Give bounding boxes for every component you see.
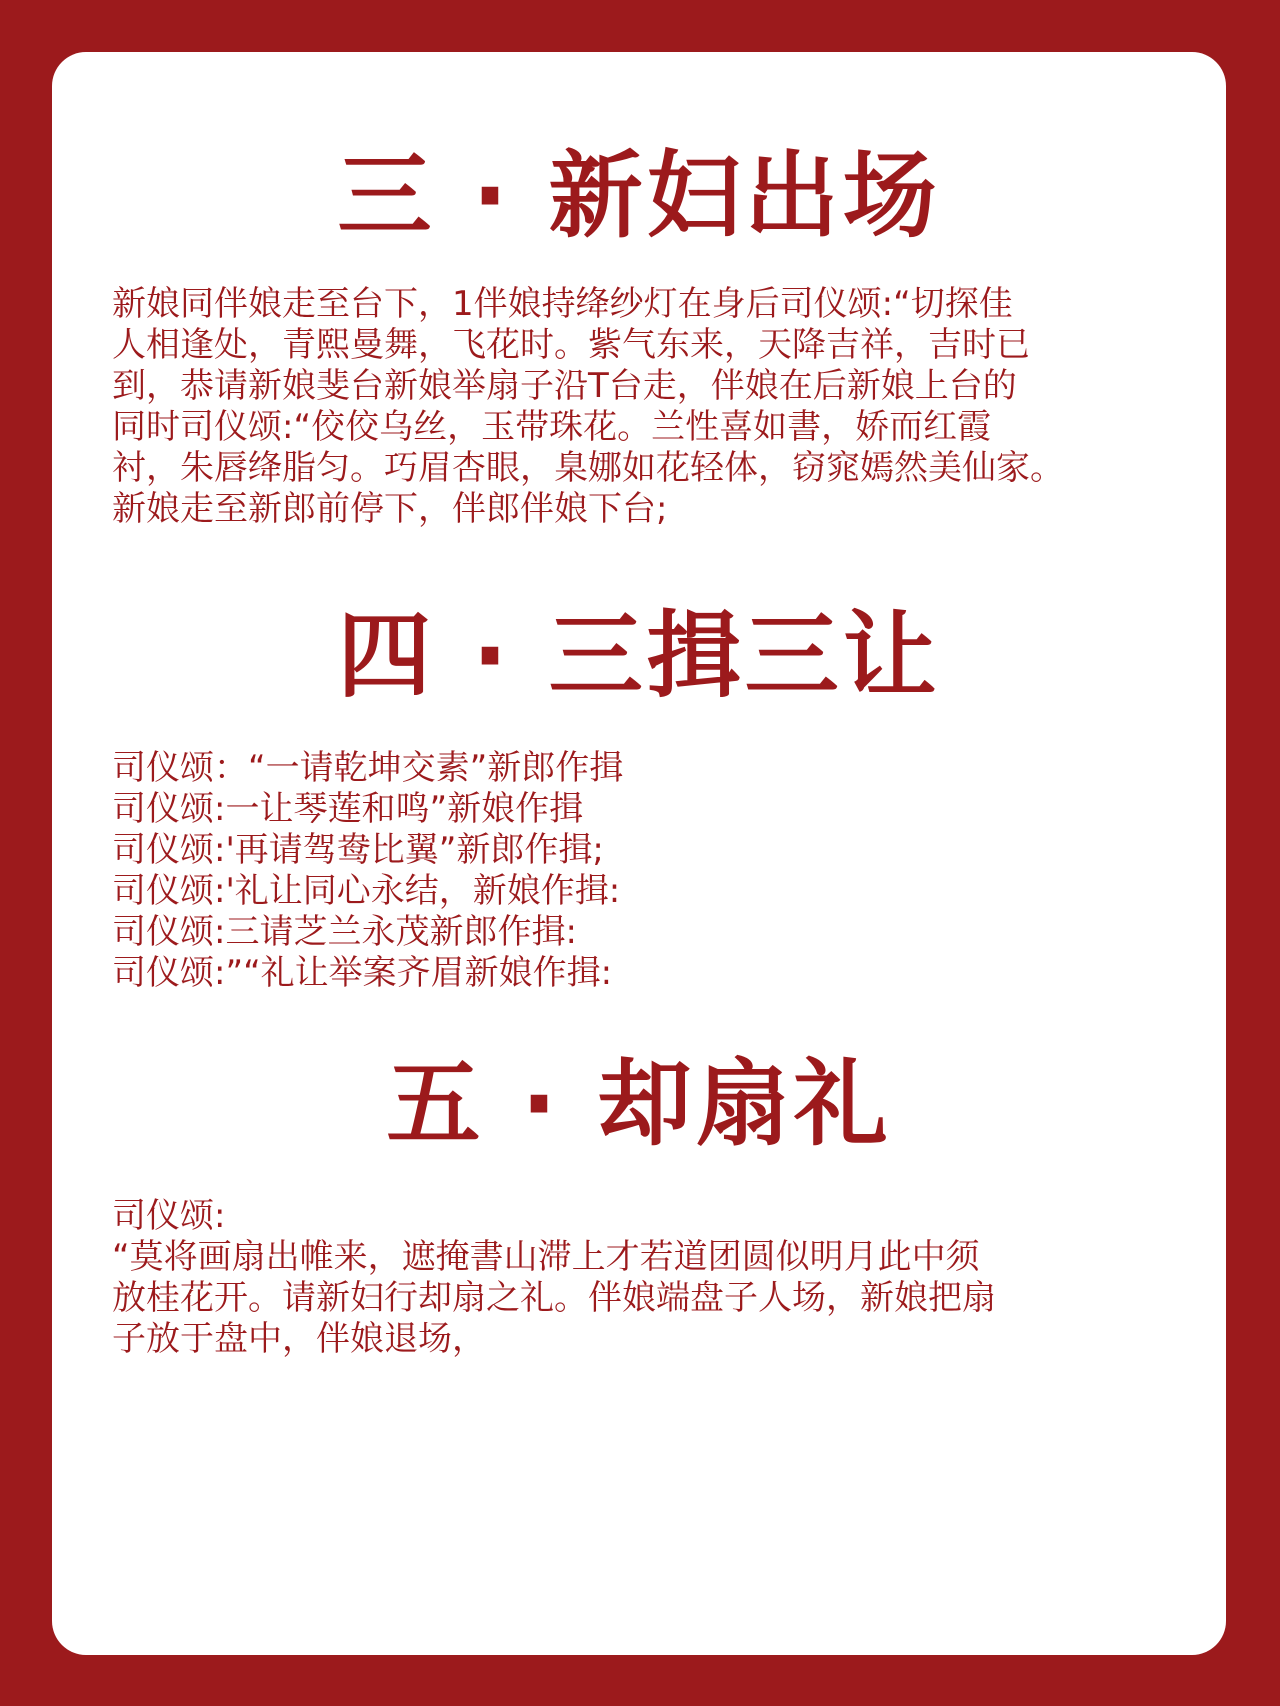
section-title-3: 三 · 新妇出场 — [337, 142, 941, 251]
paragraph-line: 司仪颂:'再请驾鸯比翼”新郎作揖; — [112, 830, 604, 870]
paragraph-line: 司仪颂:”“礼让举案齐眉新娘作揖: — [112, 953, 613, 993]
paragraph-line: 司仪颂：“一请乾坤交素”新郎作揖 — [112, 748, 624, 788]
paragraph-line: 司仪颂:三请芝兰永茂新郎作揖: — [112, 912, 577, 952]
paragraph-line: “莫将画扇出帷来，遮掩書山滞上才若道团圆似明月此中须 — [112, 1237, 980, 1277]
section-5-paragraph — [112, 1196, 1172, 1360]
paragraph-line: 到，恭请新娘斐台新娘举扇子沿T台走，伴娘在后新娘上台的 — [112, 366, 1017, 406]
content-card — [52, 52, 1226, 1655]
paragraph-line: 同时司仪颂:“佼佼乌丝，玉带珠花。兰性喜如書，娇而红霞 — [112, 407, 992, 447]
paragraph-line: 司仪颂: — [112, 1196, 226, 1236]
paragraph-line: 人相逢处，青熙曼舞，飞花时。紫气东来，天降吉祥，吉时已 — [112, 325, 1030, 365]
paragraph-line: 衬，朱唇绛脂匀。巧眉杏眼，臬娜如花轻体，窃窕嫣然美仙家。 — [112, 448, 1064, 488]
paragraph-line: 司仪颂:一让琴莲和鸣”新娘作揖 — [112, 789, 584, 829]
paragraph-line: 新娘走至新郎前停下，伴郎伴娘下台; — [112, 489, 668, 529]
paragraph-line: 新娘同伴娘走至台下，1伴娘持绛纱灯在身后司仪颂:“切探佳 — [112, 284, 1013, 324]
paragraph-line: 子放于盘中，伴娘退场， — [112, 1319, 486, 1359]
paragraph-line: 司仪颂:'礼让同心永结，新娘作揖: — [112, 871, 621, 911]
section-title-4: 四 · 三揖三让 — [337, 602, 941, 711]
section-3-paragraph — [112, 284, 1172, 530]
section-title-5: 五 · 却扇礼 — [386, 1050, 892, 1159]
section-4-paragraph — [112, 748, 1172, 994]
paragraph-line: 放桂花开。请新妇行却扇之礼。伴娘端盘子人场，新娘把扇 — [112, 1278, 996, 1318]
